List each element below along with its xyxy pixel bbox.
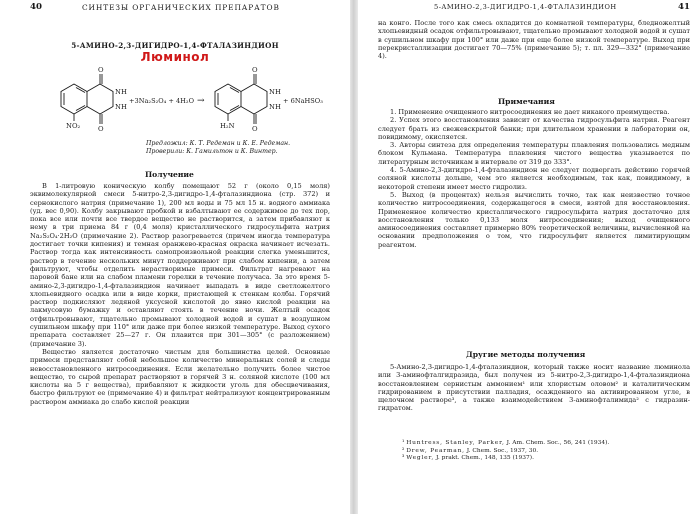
credits-proposed: Предложил: К. Т. Редеман и К. Е. Редеман. — [146, 140, 291, 147]
section-title-other-methods: Другие методы получения — [466, 350, 586, 359]
page-number-right: 41 — [678, 2, 690, 12]
paragraph-other-methods: 5-Амино-2,3-дигидро-1,4-фталазиндион, который также носит название люминола или 3-аминофталгидразида, был получен из 5-нитро-2,3-дигидро-1,4-фталазиндиона восстановлением сернистым аммонием¹ или хлористым оловом² и каталитическим гидрированием в присутствии палладия, осажденного на активированном угле, в щелочном растворе³, а также взаимодействием 3-аминофталимида² с гидразин-гидратом. — [378, 363, 690, 413]
running-head-right: 5-АМИНО-2,3-ДИГИДРО-1,4-ФТАЛАЗИНДИОН — [434, 3, 617, 11]
reference-3-number: ³ — [402, 455, 405, 462]
trivial-name: Люминол — [140, 50, 210, 64]
compound-name: 5-АМИНО-2,3-ДИГИДРО-1,4-ФТАЛАЗИНДИОН — [71, 41, 279, 50]
note-3: 3. Авторы синтеза для определения температуры плавления пользовались медным блоком Кульмана. Температура плавления чистого вещества указывается по литературным источникам в интервале от 319 до 333°. — [378, 141, 690, 166]
reference-1-source: J. Am. Chem. Soc., 56, 241 (1934). — [506, 440, 610, 446]
section-title-notes: Примечания — [498, 97, 555, 106]
amino-group-label: H₂N — [220, 122, 235, 130]
product-nh-top: NH — [269, 88, 281, 96]
paragraph-purification: Вещество является достаточно чистым для большинства целей. Основные примеси представляют собой небольшое количество минеральных солей и следы невосстановленного нитросоединения. Если желательно получить более чистое вещество, то сырой препарат растворяют в горячей 3 н. соляной кислоте (100 мл кислоты на 5 г вещества), прибавляют к жидкости уголь для обесцвечивания, быстро фильтруют ее (примечание 4) и фильтрат нейтрализуют концентрированным раствором аммиака до слабо кислой реакции — [30, 347, 330, 406]
other-methods-text — [378, 363, 690, 413]
note-1: 1. Применение очищенного нитросоединения не дает никакого преимущества. — [390, 108, 670, 116]
product-benzene-ring — [215, 84, 241, 114]
reference-1-number: ¹ — [402, 440, 405, 446]
note-2: 2. Успех этого восстановления зависит от качества гидросульфита натрия. Реагент следует брать из свежевскрытой банки; при длительном хранении в лаборатории он, повидимому, окисляется. — [378, 116, 690, 141]
reference-1-authors: Huntress, Stanley, Parker, — [406, 440, 505, 446]
preparation-text — [30, 182, 330, 406]
reference-3-source: J. prakt. Chem., 148, 135 (1937). — [435, 455, 534, 462]
reference-2-number: ² — [402, 447, 405, 454]
notes-list — [378, 108, 690, 249]
reactant-benzene-ring — [61, 84, 87, 114]
nitro-group-label: NO₂ — [66, 122, 81, 130]
byproduct-label: + 6NaHSO₃ — [283, 97, 323, 105]
reaction-arrow: → — [197, 96, 205, 106]
references — [402, 440, 692, 463]
continuation-text — [378, 19, 690, 60]
reactant-oxygen-bottom: O — [98, 125, 104, 133]
section-title-preparation: Получение — [145, 170, 194, 179]
reference-3 — [402, 455, 692, 463]
note-5: 5. Выход (в процентах) нельзя вычислить точно, так как неизвестно точное количество нитросоединения, содержащегося в смеси, взятой для восстановления. Примененное количество кристаллического гидросульфита натрия достаточно для восстановления только 0,133 моля нитросоединения; выход очищенного аминосоединения составляет примерно 80% теоретической величины, вычисленной на основании предположения о том, что гидросульфит является лимитирующим реагентом. — [378, 190, 690, 249]
reagents-label: +3Na₂S₂O₄ + 4H₂O — [129, 97, 194, 105]
paragraph-procedure: В 1-литровую коническую колбу помещают 52 г (около 0,15 моля) эквимолекулярной смеси 5-нитро-2,3-дигидро-1,4-фталазиндиона (стр. 372) и сернокислого натрия (примечание 1), 200 мл воды и 75 мл 15 н. водного аммиака (уд. вес 0,90). Колбу закрывают пробкой и взбалтывают ее содержимое до тех пор, пока все или почти все твердое вещество не растворится, а затем прибавляют к нему в три приема 84 г (0,4 моля) кристаллического гидросульфита натрия Na₂S₂O₄·2H₂O (примечание 2). Раствор разогревается (причем иногда температура достигает точки кипения) и темная оранжево-красная окраска начинает исчезать. Раствор тогда как интенсивность самопроизвольной реакции слегка уменьшится, раствор в течение нескольких минут поддерживают при слабом кипении, а затем фильтруют, чтобы отделить нерастворимые примеси. Фильтрат нагревают на паровой бане или на слабом пламени горелки в течение получаса. За это время 5-амино-2,3-дигидро-1,4-фталазиндион начинает выпадать в виде светложелтого хлопьевидного осадка или в виде корки, пристающей к стенкам колбы. Горячий раствор подкисляют ледяной уксусной кислотой до явно кислой реакции на лакмусовую бумажку и оставляют стоять в течение ночи. Желтый осадок отфильтровывают, тщательно промывают холодной водой и сушат в воздушном сушильном шкафу при 110° или даже при более низкой температуре. Выход сухого препарата составляет 25—27 г. Он плавится при 301—305° (с разложением) (примечание 3). — [30, 182, 330, 348]
running-head-left: СИНТЕЗЫ ОРГАНИЧЕСКИХ ПРЕПАРАТОВ — [82, 3, 280, 12]
paragraph-continuation: на конго. После того как смесь охладится до комнатной температуры, бледножелтый хлопьевидный осадок отфильтровывают, тщательно промывают холодной водой и сушат в сушильном шкафу при 100° или даже при еще более низкой температуре. Выход при перекристаллизации достигает 70—75% (примечание 5); т. пл. 329—332° (примечание 4). — [378, 19, 690, 61]
product-nh-bottom: NH — [269, 103, 281, 111]
credits — [146, 140, 290, 155]
reactant-oxygen-top: O — [98, 66, 104, 74]
product-hydrazide-ring — [241, 84, 267, 114]
reaction-scheme — [40, 62, 336, 138]
product-oxygen-top: O — [252, 66, 258, 74]
reactant-hydrazide-ring — [87, 84, 113, 114]
reference-3-authors: Wegler, — [406, 455, 435, 462]
book-gutter — [350, 0, 358, 514]
note-4: 4. 5-Амино-2,3-дигидро-1,4-фталазиндион не следует подвергать действию горячей соляной кислоты дольше, чем это является необходимым, так как, повидимому, в некоторой степени имеет место гидролиз. — [378, 166, 690, 191]
right-page — [358, 0, 700, 514]
credits-checked: Проверили: К. Гамильтон и К. Винтер. — [146, 147, 278, 155]
product-oxygen-bottom: O — [252, 125, 258, 133]
reference-1 — [402, 440, 692, 448]
reactant-nh-top: NH — [115, 88, 127, 96]
reactant-nh-bottom: NH — [115, 103, 127, 111]
reference-2-source: J. Chem. Soc., 1937, 30. — [466, 447, 539, 454]
page-number-left: 40 — [30, 2, 42, 12]
reference-2-authors: Drew, Pearman, — [406, 447, 465, 454]
